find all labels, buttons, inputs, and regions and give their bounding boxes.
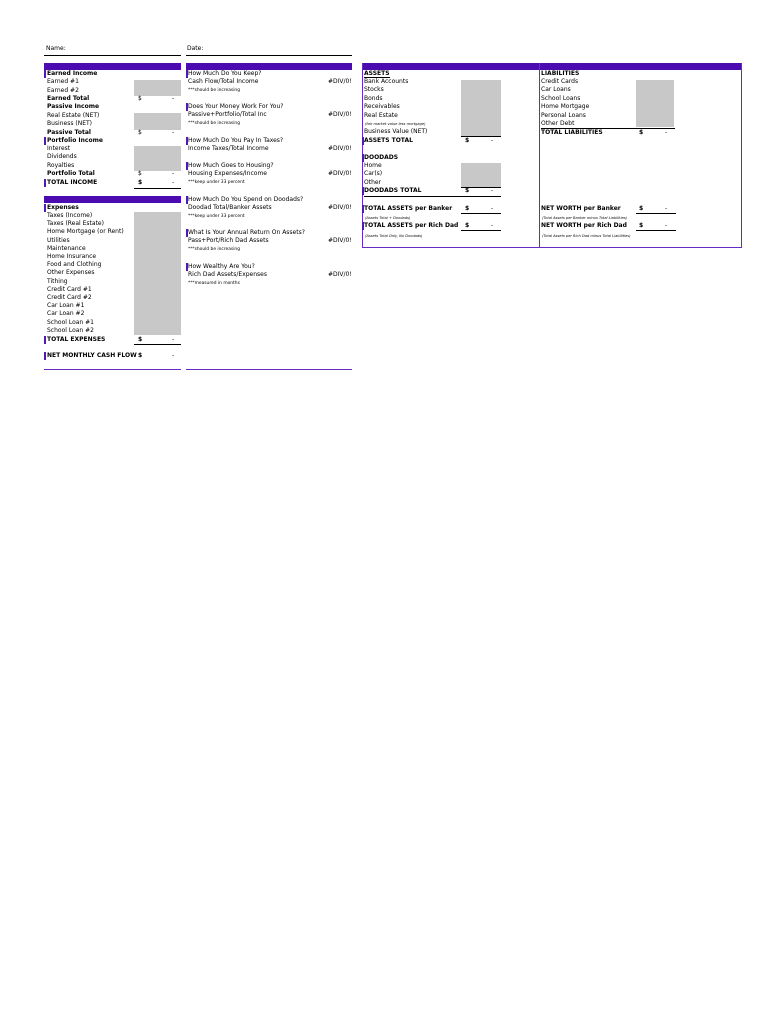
passive-income-heading: Passive Income: [47, 103, 100, 110]
total-income-value: -: [172, 179, 175, 186]
doodad-label: Car(s): [364, 170, 383, 178]
net-cash-flow-label: NET MONTHLY CASH FLOW: [47, 352, 137, 359]
section-marker: [44, 179, 46, 187]
ratio-formula: Doodad Total/Banker Assets: [188, 204, 272, 211]
ratio-value: #DIV/0!: [328, 78, 352, 85]
expense-label: Home Insurance: [47, 253, 97, 260]
liability-label: Home Mortgage: [541, 103, 590, 111]
ratio-question: How Much Do You Pay In Taxes?: [188, 137, 284, 144]
doodads-total-value: -: [491, 187, 494, 194]
balance-header-bar: [362, 63, 742, 70]
section-marker: [44, 352, 46, 360]
ratio-formula: Housing Expenses/Income: [188, 170, 267, 177]
liabilities-input-block[interactable]: [636, 80, 674, 127]
interest-label: Interest: [47, 145, 71, 152]
total-income-label: TOTAL INCOME: [47, 179, 98, 186]
total-assets-banker-label: TOTAL ASSETS per Banker: [364, 205, 453, 212]
asset-label: Real Estate: [364, 111, 398, 119]
expenses-heading: Expenses: [47, 204, 79, 211]
section-marker: [44, 204, 46, 212]
total-assets-banker-rule: [461, 213, 501, 214]
ratio-question: How Wealthy Are You?: [188, 263, 255, 270]
expenses-header-bar: [44, 196, 181, 203]
assets-total-currency: $: [465, 137, 470, 144]
doodads-input-block[interactable]: [461, 163, 501, 187]
doodad-label: Home: [364, 162, 382, 169]
expense-label: Credit Card #1: [47, 285, 92, 293]
total-liabilities-value: -: [665, 129, 668, 136]
expense-label: Tithing: [47, 277, 68, 285]
expense-label: Other Expenses: [47, 269, 95, 277]
expense-label: School Loan #1: [47, 318, 94, 326]
liability-label: School Loans: [541, 94, 581, 102]
royalties-label: Royalties: [47, 162, 75, 169]
name-field[interactable]: [44, 55, 181, 56]
expense-label: Car Loan #2: [47, 310, 85, 318]
ratio-value: #DIV/0!: [328, 170, 352, 177]
assets-input-block[interactable]: [461, 80, 501, 136]
net-worth-banker-label: NET WORTH per Banker: [541, 205, 621, 212]
liability-label: Other Debt: [541, 120, 575, 127]
asset-label: Bank Accounts: [364, 78, 409, 85]
ratio-value: #DIV/0!: [328, 271, 352, 278]
portfolio-total-value: -: [172, 170, 175, 177]
passive-total-currency: $: [138, 129, 142, 136]
doodad-label: Other: [364, 178, 382, 186]
total-assets-richdad-label: TOTAL ASSETS per Rich Dad: [364, 222, 459, 229]
net-worth-richdad-value: -: [665, 222, 668, 229]
liability-label: Car Loans: [541, 86, 571, 94]
ratio-value: #DIV/0!: [328, 145, 352, 152]
net-worth-richdad-rule: [636, 230, 676, 231]
business-value-label: Business Value (NET): [364, 128, 428, 135]
passive-total-label: Passive Total: [47, 129, 91, 136]
ratio-question: What Is Your Annual Return On Assets?: [188, 229, 305, 236]
ratio-value: #DIV/0!: [328, 237, 352, 244]
total-expenses-underline: [134, 344, 181, 345]
portfolio-total-currency: $: [138, 170, 142, 177]
net-worth-banker-note: (Total Assets per Banker minus Total Liabilities): [542, 216, 628, 220]
total-assets-richdad-note: (Assets Total Only, No Doodads): [365, 234, 423, 238]
ratio-question: How Much Do You Keep?: [188, 70, 262, 77]
ratio-question: How Much Goes to Housing?: [188, 162, 274, 169]
ratios-header-bar: [186, 63, 352, 70]
total-expenses-value: -: [172, 336, 175, 343]
total-assets-banker-value: -: [491, 205, 494, 212]
ratio-note: ***should be increasing: [188, 121, 241, 126]
total-liabilities-label: TOTAL LIABILITIES: [541, 129, 603, 136]
ratio-note: ***keep under 33 percent: [188, 214, 245, 219]
total-income-underline: [134, 188, 181, 189]
total-liabilities-currency: $: [639, 129, 644, 136]
ratio-note: ***measured in months: [188, 281, 240, 286]
net-worth-banker-value: -: [665, 205, 668, 212]
assets-heading: ASSETS: [364, 70, 390, 77]
assets-total-label: ASSETS TOTAL: [364, 137, 413, 144]
ratio-value: #DIV/0!: [328, 204, 352, 211]
expense-label: School Loan #2: [47, 326, 94, 334]
doodads-underline: [364, 196, 501, 197]
net-worth-banker-currency: $: [639, 205, 644, 212]
ratios-footer-line: [186, 369, 352, 370]
assets-total-value: -: [491, 137, 494, 144]
earned-input-block[interactable]: [134, 80, 181, 96]
expense-label: Food and Clothing: [47, 261, 102, 269]
expenses-input-block[interactable]: [134, 212, 181, 335]
business-label: Business (NET): [47, 120, 92, 127]
date-label: Date:: [187, 45, 204, 52]
ratio-formula: Pass+Port/Rich Dad Assets: [188, 237, 269, 244]
earned-total-currency: $: [138, 95, 142, 102]
asset-label: Bonds: [364, 94, 383, 102]
total-assets-richdad-currency: $: [465, 222, 470, 229]
portfolio-input-block[interactable]: [134, 146, 181, 171]
date-field[interactable]: [186, 55, 352, 56]
total-expenses-currency: $: [138, 336, 143, 343]
net-worth-banker-rule: [636, 213, 676, 214]
ratio-formula: Passive+Portfolio/Total Inc: [188, 111, 267, 118]
ratio-formula: Rich Dad Assets/Expenses: [188, 271, 267, 278]
passive-total-value: -: [172, 129, 175, 136]
net-cash-flow-value: -: [172, 352, 175, 359]
earned-1-label: Earned #1: [47, 78, 79, 85]
earned-total-label: Earned Total: [47, 95, 90, 102]
portfolio-total-label: Portfolio Total: [47, 170, 95, 177]
expense-label: Taxes (Income): [47, 212, 93, 219]
total-assets-richdad-rule: [461, 230, 501, 231]
ratio-note: ***keep under 33 percent: [188, 180, 245, 185]
section-marker: [44, 70, 46, 78]
balance-right-border: [741, 63, 742, 248]
ratio-question: Does Your Money Work For You?: [188, 103, 284, 110]
total-expenses-label: TOTAL EXPENSES: [47, 336, 106, 343]
earned-total-value: -: [172, 95, 175, 102]
ratio-formula: Cash Flow/Total Income: [188, 78, 259, 85]
expense-label: Car Loan #1: [47, 302, 85, 310]
asset-label: Receivables: [364, 103, 400, 111]
income-header-bar: [44, 63, 181, 70]
expense-label: Home Mortgage (or Rent): [47, 228, 124, 236]
section-marker: [44, 336, 46, 344]
earned-income-heading: Earned Income: [47, 70, 98, 77]
ratio-note: ***should be increasing: [188, 88, 241, 93]
net-worth-richdad-currency: $: [639, 222, 644, 229]
balance-middle-border: [539, 63, 540, 248]
name-label: Name:: [46, 45, 66, 52]
total-assets-banker-note: (Assets Total + Doodads): [365, 216, 411, 220]
doodads-total-label: DOODADS TOTAL: [364, 187, 422, 194]
total-income-currency: $: [138, 179, 143, 186]
expense-label: Utilities: [47, 236, 70, 244]
liabilities-heading: LIABILITIES: [541, 70, 580, 77]
net-cash-flow-currency: $: [138, 352, 143, 359]
portfolio-income-heading: Portfolio Income: [47, 137, 103, 144]
balance-bottom-border: [362, 247, 742, 248]
doodads-total-currency: $: [465, 187, 470, 194]
ratio-question: How Much Do You Spend on Doodads?: [188, 196, 304, 203]
expense-label: Maintenance: [47, 244, 86, 252]
section-marker: [44, 137, 46, 145]
net-worth-richdad-note: (Total Assets per Rich Dad minus Total Liabilities): [542, 234, 631, 238]
expense-label: Taxes (Real Estate): [47, 220, 104, 228]
real-estate-label: Real Estate (NET): [47, 112, 100, 119]
doodads-heading: DOODADS: [364, 154, 399, 161]
net-worth-richdad-label: NET WORTH per Rich Dad: [541, 222, 627, 229]
liability-label: Credit Cards: [541, 78, 579, 85]
ratio-note: ***should be increasing: [188, 247, 241, 252]
passive-input-block[interactable]: [134, 113, 181, 130]
income-footer-line: [44, 369, 181, 370]
expense-label: Credit Card #2: [47, 294, 92, 301]
total-assets-richdad-value: -: [491, 222, 494, 229]
asset-label: Stocks: [364, 86, 384, 94]
dividends-label: Dividends: [47, 153, 77, 160]
ratio-value: #DIV/0!: [328, 111, 352, 118]
ratio-formula: Income Taxes/Total Income: [188, 145, 269, 152]
earned-2-label: Earned #2: [47, 87, 79, 94]
total-assets-banker-currency: $: [465, 205, 470, 212]
real-estate-note: (fair market value less mortgage): [365, 122, 426, 126]
liability-label: Personal Loans: [541, 111, 586, 119]
